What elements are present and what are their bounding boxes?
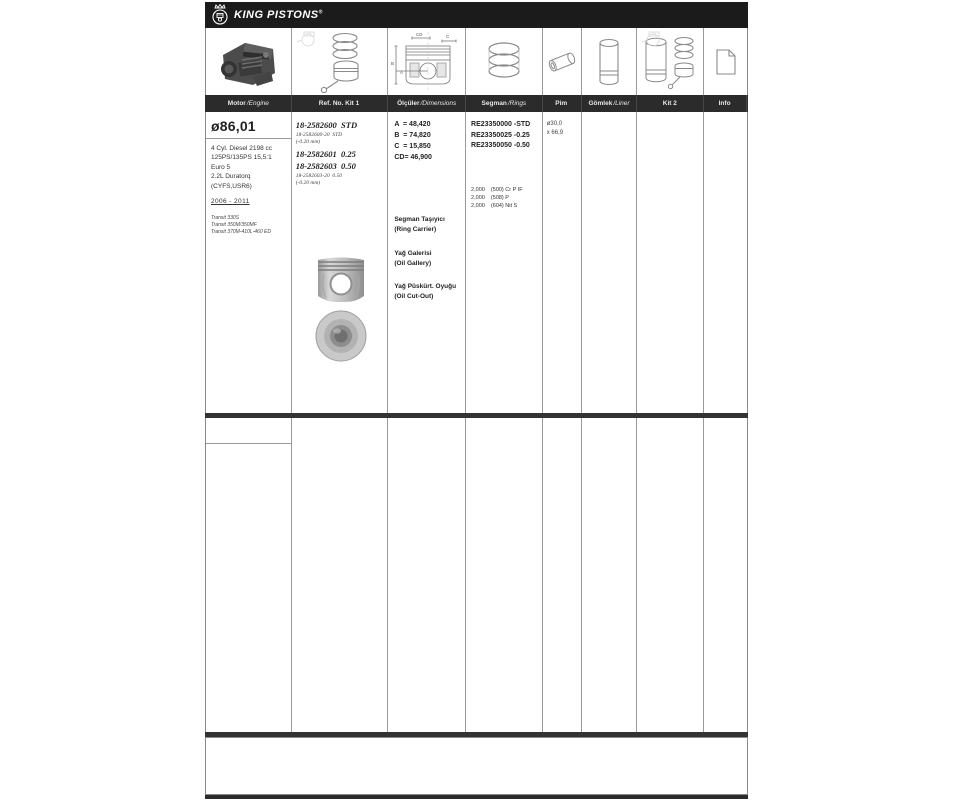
piston-top-photo bbox=[315, 310, 367, 362]
kit2-icon-cell bbox=[637, 28, 704, 95]
data-row bbox=[205, 112, 748, 413]
header-kit2: Kit 2 bbox=[637, 95, 704, 112]
ring-ref-number: RE23350050 -0.50 bbox=[471, 142, 530, 149]
header-liner: Gömlek /Liner bbox=[582, 95, 638, 112]
footer-box bbox=[205, 737, 748, 795]
piston-photos bbox=[296, 254, 386, 362]
pin-diameter: ø30,0 bbox=[546, 121, 563, 127]
rings-cell bbox=[466, 112, 543, 413]
engine-years: 2006 - 2011 bbox=[211, 198, 250, 206]
piston-dimension-diagram bbox=[390, 32, 464, 92]
engine-cell bbox=[206, 112, 292, 413]
brand-name: KING PISTONS® bbox=[234, 9, 323, 21]
dimension-value: C = 15,850 bbox=[394, 142, 431, 150]
kit-ref-number: 18-2582601 0.25 bbox=[295, 149, 356, 160]
kit2-cell bbox=[637, 112, 704, 413]
piston-kit-icon-cell bbox=[292, 28, 389, 95]
piston-kit-icon bbox=[312, 31, 368, 93]
dimension-value: A = 48,420 bbox=[394, 121, 431, 128]
ring-spec: 2,000 (604) Nit S bbox=[471, 203, 518, 209]
engine-spec: Euro 5 bbox=[211, 163, 231, 171]
dimensions-cell-empty bbox=[388, 418, 466, 732]
ring-spec: 2,000 (508) P bbox=[471, 194, 509, 201]
svg-text:CD: CD bbox=[415, 31, 423, 37]
vehicle-model: Transit 330S bbox=[211, 215, 239, 222]
brand-bar bbox=[205, 2, 748, 28]
clamp-ghost-icon bbox=[295, 30, 319, 48]
pin-length: x 66,9 bbox=[546, 130, 564, 136]
info-cell-empty bbox=[704, 418, 747, 732]
liner-cell bbox=[582, 112, 638, 413]
kit-ref-sub: 18-2582603-20 0.50 (-0.20 mm) bbox=[295, 173, 342, 187]
engine-spec: 2.2L Duratorq bbox=[211, 173, 251, 181]
info-icon-cell bbox=[704, 28, 747, 95]
liner-icon-cell bbox=[582, 28, 638, 95]
pin-cell bbox=[543, 112, 582, 413]
clamp-ghost-icon bbox=[640, 30, 664, 48]
ring-ref-number: RE23350025 -0.25 bbox=[471, 131, 530, 139]
icon-row bbox=[205, 28, 748, 95]
dimension-diagram-cell bbox=[388, 28, 466, 95]
vehicle-model: Transit 370M-410L-460 ED bbox=[211, 229, 271, 236]
pin-icon bbox=[545, 46, 579, 78]
kit-ref-number: 18-2582603 0.50 bbox=[295, 161, 356, 172]
info-document-icon bbox=[715, 48, 737, 76]
catalog-page bbox=[205, 2, 748, 799]
engine-photo bbox=[215, 33, 281, 91]
bore-diameter: ø86,01 bbox=[206, 118, 291, 139]
trademark-mark: ® bbox=[318, 9, 323, 16]
dimension-value: B = 74,820 bbox=[394, 131, 431, 139]
table-header bbox=[205, 95, 748, 112]
dimensions-cell bbox=[388, 112, 466, 413]
info-cell bbox=[704, 112, 747, 413]
ring-spec: 2,000 (500) Cr P IF bbox=[471, 186, 523, 193]
bottom-bar bbox=[205, 795, 748, 799]
engine-spec: 4 Cyl. Diesel 2198 cc bbox=[211, 145, 273, 152]
header-rings: Segman /Rings bbox=[466, 95, 543, 112]
pin-icon-cell bbox=[543, 28, 582, 95]
piston-side-photo bbox=[315, 254, 367, 302]
header-ref-no-kit1: Ref. No. Kit 1 bbox=[292, 95, 389, 112]
engine-subrow-divider bbox=[206, 418, 291, 444]
feature-oil-gallery: Yağ Galerisi (Oil Gallery) bbox=[394, 249, 432, 267]
engine-photo-cell bbox=[206, 28, 292, 95]
pin-cell-empty bbox=[543, 418, 582, 732]
feature-oil-cutout: Yağ Püskürt. Oyuğu (Oil Cut-Out) bbox=[394, 283, 457, 301]
engine-cell-empty bbox=[206, 418, 292, 732]
kit2-cell-empty bbox=[637, 418, 704, 732]
engine-spec: 125PS/135PS 15,5:1 bbox=[211, 154, 272, 162]
rings-icon bbox=[480, 39, 528, 85]
kit-ref-sub: 18-2582600-20 STD (-0.20 mm) bbox=[295, 132, 343, 146]
svg-text:A: A bbox=[399, 69, 403, 75]
kit1-cell-empty bbox=[292, 418, 389, 732]
king-pistons-logo-icon bbox=[210, 4, 230, 26]
liner-cell-empty bbox=[582, 418, 638, 732]
vehicle-model: Transit 350M/350MF bbox=[211, 222, 257, 229]
engine-spec: (CYFS,USR6) bbox=[211, 182, 252, 190]
header-dimensions: Ölçüler /Dimensions bbox=[388, 95, 466, 112]
header-motor-engine: Motor /Engine bbox=[206, 95, 292, 112]
svg-text:B: B bbox=[390, 60, 394, 66]
feature-ring-carrier: Segman Taşıyıcı (Ring Carrier) bbox=[394, 216, 445, 234]
rings-icon-cell bbox=[466, 28, 543, 95]
header-pin: Pim bbox=[543, 95, 582, 112]
kit-ref-number: 18-2582600 STD bbox=[295, 120, 358, 130]
rings-cell-empty bbox=[466, 418, 543, 732]
kit1-cell bbox=[292, 112, 389, 413]
svg-text:C: C bbox=[445, 33, 449, 39]
header-info: Info bbox=[704, 95, 747, 112]
ring-ref-number: RE23350000 -STD bbox=[471, 121, 531, 128]
dimension-value: CD= 46,900 bbox=[394, 153, 432, 161]
empty-data-row bbox=[205, 418, 748, 732]
liner-icon bbox=[596, 37, 622, 87]
